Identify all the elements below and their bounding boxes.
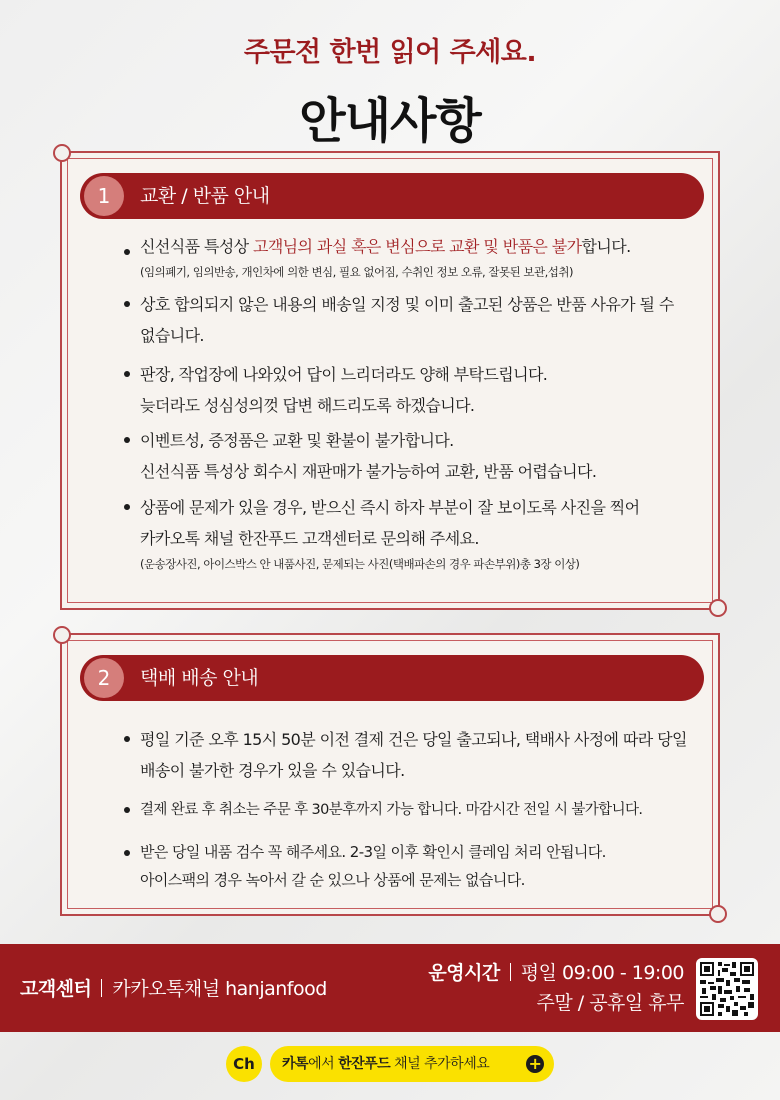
item-text: 신선식품 특성상 회수시 재판매가 불가능하여 교환, 반품 어렵습니다.	[140, 462, 597, 481]
list-item	[140, 795, 710, 826]
pill-bold-kakaotalk: 카톡	[282, 1056, 309, 1072]
item-text: 결제 완료 후 취소는 주문 후 30분후까지 가능 합니다. 마감시간 전일 시 불가합니다.	[140, 802, 643, 818]
item-text: 상호 합의되지 않은 내용의 배송일 지정 및 이미 출고된 상품은 반품 사유가 될 수	[140, 295, 674, 314]
divider	[101, 979, 102, 997]
plus-icon: +	[526, 1055, 544, 1073]
item-text: 평일 기준 오후 15시 50분 이전 결제 건은 당일 출고되나, 택배사 사정에 따라 당일	[140, 730, 687, 749]
item-text-post: 합니다.	[581, 237, 631, 256]
operating-hours	[428, 958, 684, 1018]
list-item	[140, 289, 710, 351]
bullet-icon	[124, 850, 130, 856]
customer-center	[20, 974, 327, 1001]
bullet-icon	[124, 371, 130, 377]
kakao-add-channel-button[interactable]	[270, 1046, 554, 1082]
item-text-highlight: 고객님의 과실 혹은 변심으로 교환 및 반품은 불가	[252, 237, 582, 256]
item-text: 받은 당일 내품 검수 꼭 해주세요. 2-3일 이후 확인시 클레임 처리 안됩니다.	[140, 843, 606, 861]
section-number: 2	[84, 658, 124, 698]
delivery-card	[60, 633, 720, 916]
section-number: 1	[84, 176, 124, 216]
item-text: 카카오톡 채널 한잔푸드 고객센터로 문의해 주세요.	[140, 529, 479, 548]
kakao-channel-icon: Ch	[226, 1046, 262, 1082]
item-text-pre: 신선식품 특성상	[140, 237, 253, 256]
list-item	[140, 492, 710, 574]
section-title: 택배 배송 안내	[140, 667, 259, 689]
footer-bar	[0, 944, 780, 1032]
page-subtitle: 주문전 한번 읽어 주세요.	[243, 37, 537, 68]
list-item	[140, 724, 710, 786]
item-text: 판장, 작업장에 나와있어 답이 느리더라도 양해 부탁드립니다.	[140, 365, 548, 384]
list-item	[140, 425, 710, 487]
item-text: 상품에 문제가 있을 경우, 받으신 즉시 하자 부분이 잘 보이도록 사진을 찍어	[140, 498, 640, 517]
pill-bold-brand: 한잔푸드	[338, 1056, 391, 1072]
bullet-icon	[124, 736, 130, 742]
page-title: 안내사항	[299, 93, 481, 149]
hours-weekday-row	[428, 958, 684, 988]
list-item	[140, 838, 710, 894]
item-text: 배송이 불가한 경우가 있을 수 있습니다.	[140, 761, 405, 780]
customer-center-value: 카카오톡채널 hanjanfood	[112, 978, 327, 1000]
item-text: 이벤트성, 증정품은 교환 및 환불이 불가합니다.	[140, 431, 454, 450]
bullet-icon	[124, 807, 130, 813]
hours-weekend: 주말 / 공휴일 휴무	[536, 992, 684, 1014]
list-item	[140, 231, 710, 282]
item-note: (운송장사진, 아이스박스 안 내품사진, 문제되는 사진(택배파손의 경우 파손부위)총 3장 이상)	[140, 557, 580, 571]
divider	[510, 963, 511, 981]
qr-code-icon[interactable]	[696, 958, 758, 1020]
item-text	[140, 231, 710, 262]
section-banner	[80, 173, 704, 219]
item-note: (임의폐기, 임의반송, 개인차에 의한 변심, 필요 없어짐, 수취인 정보 오류, 잘못된 보관,섭취)	[140, 265, 573, 279]
hours-label: 운영시간	[428, 962, 500, 984]
section-banner	[80, 655, 704, 701]
bullet-icon	[124, 437, 130, 443]
item-text: 없습니다.	[140, 326, 204, 345]
bullet-icon	[124, 301, 130, 307]
pill-text: 에서	[308, 1056, 339, 1072]
exchange-return-card	[60, 151, 720, 610]
bullet-icon	[124, 249, 130, 255]
customer-center-label: 고객센터	[20, 978, 92, 1000]
section-title: 교환 / 반품 안내	[140, 185, 270, 207]
pill-text: 채널 추가하세요	[390, 1056, 490, 1072]
item-text: 아이스팩의 경우 녹아서 갈 순 있으나 상품에 문제는 없습니다.	[140, 871, 525, 889]
bullet-icon	[124, 504, 130, 510]
hours-weekday: 평일 09:00 - 19:00	[520, 962, 684, 984]
list-item	[140, 359, 710, 421]
item-text: 늦더라도 성심성의껏 답변 해드리도록 하겠습니다.	[140, 396, 475, 415]
